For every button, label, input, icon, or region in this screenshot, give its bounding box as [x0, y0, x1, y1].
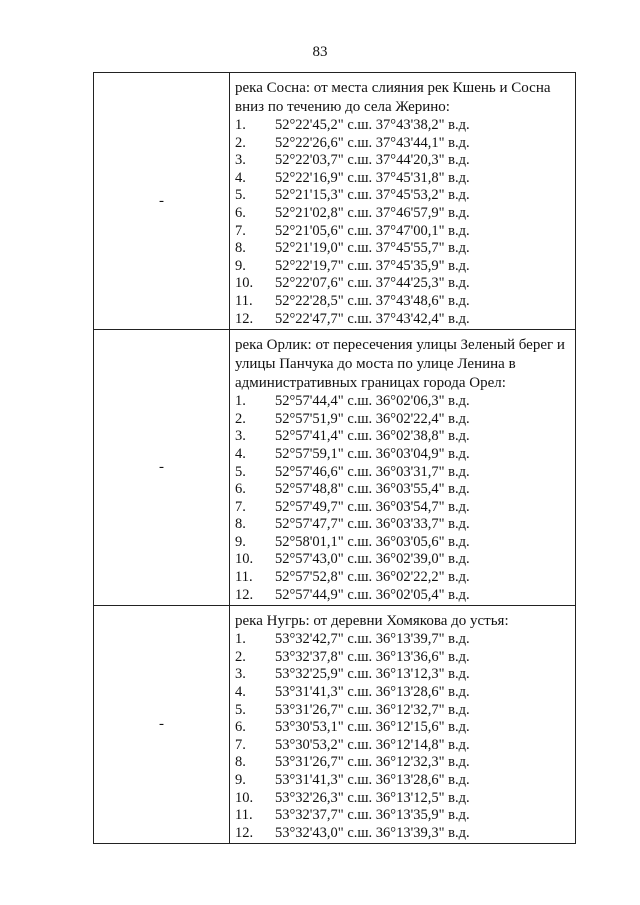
point-number: 5.: [235, 463, 246, 480]
point-coordinates: 53°32'37,7" с.ш. 36°13'35,9" в.д.: [275, 807, 470, 824]
point-number: 2.: [235, 648, 246, 665]
point-coordinates: 52°57'51,9" с.ш. 36°02'22,4" в.д.: [275, 410, 470, 427]
table-row: [94, 606, 576, 844]
list-item: [235, 481, 571, 499]
point-coordinates: 52°57'48,8" с.ш. 36°03'55,4" в.д.: [275, 481, 470, 498]
list-item: [235, 719, 571, 737]
page-number: 83: [312, 44, 328, 60]
list-item: [235, 631, 571, 649]
list-item: [235, 772, 571, 790]
list-item: [235, 737, 571, 755]
list-item: [235, 587, 571, 605]
point-number: 10.: [235, 551, 254, 568]
point-number: 12.: [235, 310, 254, 327]
point-number: 3.: [235, 666, 246, 683]
point-number: 12.: [235, 824, 254, 841]
row-dash-cell: -: [94, 330, 230, 606]
point-number: 1.: [235, 117, 246, 133]
point-coordinates: 52°22'03,7" с.ш. 37°44'20,3" в.д.: [275, 152, 470, 169]
point-coordinates: 53°30'53,2" с.ш. 36°12'14,8" в.д.: [275, 736, 470, 753]
point-number: 10.: [235, 789, 254, 806]
list-item: [235, 240, 571, 258]
row-text-cell: [230, 73, 576, 330]
point-coordinates: 52°57'52,8" с.ш. 36°02'22,2" в.д.: [275, 569, 470, 586]
point-number: 6.: [235, 204, 246, 221]
point-number: 11.: [235, 569, 253, 586]
list-item: [235, 516, 571, 534]
point-coordinates: 52°22'28,5" с.ш. 37°43'48,6" в.д.: [275, 292, 470, 309]
point-coordinates: 52°22'45,2" с.ш. 37°43'38,2" в.д.: [275, 117, 470, 133]
list-item: [235, 393, 571, 411]
list-item: [235, 446, 571, 464]
row-text-cell: [230, 606, 576, 844]
point-coordinates: 52°57'44,4" с.ш. 36°02'06,3" в.д.: [275, 393, 470, 410]
point-coordinates: 52°58'01,1" с.ш. 36°03'05,6" в.д.: [275, 533, 470, 550]
point-coordinates: 52°22'16,9" с.ш. 37°45'31,8" в.д.: [275, 169, 470, 186]
point-coordinates: 52°57'41,4" с.ш. 36°02'38,8" в.д.: [275, 428, 470, 445]
list-item: [235, 411, 571, 429]
point-number: 9.: [235, 257, 246, 274]
point-number: 9.: [235, 772, 246, 788]
point-coordinates: 52°22'19,7" с.ш. 37°45'35,9" в.д.: [275, 257, 470, 274]
list-item: [235, 258, 571, 276]
point-coordinates: 52°57'43,0" с.ш. 36°02'39,0" в.д.: [275, 551, 470, 568]
point-number: 2.: [235, 410, 246, 427]
point-coordinates: 53°32'42,7" с.ш. 36°13'39,7" в.д.: [275, 631, 470, 648]
list-item: [235, 807, 571, 825]
list-item: [235, 428, 571, 446]
point-number: 6.: [235, 481, 246, 498]
point-number: 8.: [235, 240, 246, 257]
list-item: [235, 702, 571, 720]
point-coordinates: 53°31'26,7" с.ш. 36°12'32,7" в.д.: [275, 701, 470, 718]
point-coordinates: 52°21'15,3" с.ш. 37°45'53,2" в.д.: [275, 187, 470, 204]
list-item: [235, 499, 571, 517]
coordinate-list: [235, 117, 571, 328]
point-coordinates: 52°57'59,1" с.ш. 36°03'04,9" в.д.: [275, 445, 470, 462]
point-number: 8.: [235, 516, 246, 533]
point-coordinates: 52°22'26,6" с.ш. 37°43'44,1" в.д.: [275, 134, 470, 151]
point-number: 12.: [235, 586, 254, 603]
point-number: 7.: [235, 222, 246, 239]
point-coordinates: 52°21'02,8" с.ш. 37°46'57,9" в.д.: [275, 204, 470, 221]
list-item: [235, 551, 571, 569]
list-item: [235, 275, 571, 293]
row-text-cell: [230, 330, 576, 606]
point-number: 6.: [235, 719, 246, 736]
row-dash-cell: -: [94, 606, 230, 844]
list-item: [235, 205, 571, 223]
list-item: [235, 534, 571, 552]
point-coordinates: 53°32'37,8" с.ш. 36°13'36,6" в.д.: [275, 648, 470, 665]
river-description: река Сосна: от места слияния рек Кшень и Сосна вниз по течению до села Жерино:: [235, 80, 551, 115]
coordinates-table: [93, 72, 576, 844]
list-item: [235, 754, 571, 772]
table-row: [94, 73, 576, 330]
list-item: [235, 187, 571, 205]
coordinate-list: [235, 631, 571, 842]
point-number: 4.: [235, 169, 246, 186]
list-item: [235, 223, 571, 241]
river-description: река Орлик: от пересечения улицы Зеленый берег и улицы Панчука до моста по улице Ленина в административных границах города Орел:: [235, 337, 565, 392]
row-dash-cell: -: [94, 73, 230, 330]
point-number: 7.: [235, 736, 246, 753]
point-number: 3.: [235, 152, 246, 169]
point-coordinates: 52°57'46,6" с.ш. 36°03'31,7" в.д.: [275, 463, 470, 480]
list-item: [235, 569, 571, 587]
point-number: 9.: [235, 533, 246, 550]
point-number: 1.: [235, 393, 246, 410]
list-item: [235, 117, 571, 135]
point-coordinates: 53°32'43,0" с.ш. 36°13'39,3" в.д.: [275, 824, 470, 841]
list-item: [235, 311, 571, 329]
point-number: 11.: [235, 807, 253, 824]
table-row: [94, 330, 576, 606]
point-number: 4.: [235, 445, 246, 462]
point-coordinates: 53°30'53,1" с.ш. 36°12'15,6" в.д.: [275, 719, 470, 736]
point-number: 4.: [235, 684, 246, 701]
list-item: [235, 649, 571, 667]
point-number: 1.: [235, 631, 246, 648]
point-number: 8.: [235, 754, 246, 771]
list-item: [235, 790, 571, 808]
point-coordinates: 52°22'47,7" с.ш. 37°43'42,4" в.д.: [275, 310, 470, 327]
point-number: 11.: [235, 292, 253, 309]
point-number: 2.: [235, 134, 246, 151]
point-number: 5.: [235, 187, 246, 204]
point-coordinates: 52°21'05,6" с.ш. 37°47'00,1" в.д.: [275, 222, 470, 239]
river-description: река Нугрь: от деревни Хомякова до устья:: [235, 613, 509, 630]
list-item: [235, 152, 571, 170]
point-number: 10.: [235, 275, 254, 292]
list-item: [235, 666, 571, 684]
point-number: 3.: [235, 428, 246, 445]
point-coordinates: 53°32'26,3" с.ш. 36°13'12,5" в.д.: [275, 789, 470, 806]
list-item: [235, 293, 571, 311]
point-coordinates: 52°57'49,7" с.ш. 36°03'54,7" в.д.: [275, 498, 470, 515]
list-item: [235, 170, 571, 188]
point-coordinates: 52°21'19,0" с.ш. 37°45'55,7" в.д.: [275, 240, 470, 257]
list-item: [235, 684, 571, 702]
point-coordinates: 52°57'44,9" с.ш. 36°02'05,4" в.д.: [275, 586, 470, 603]
point-number: 5.: [235, 701, 246, 718]
list-item: [235, 825, 571, 843]
point-coordinates: 52°57'47,7" с.ш. 36°03'33,7" в.д.: [275, 516, 470, 533]
coordinate-list: [235, 393, 571, 604]
point-coordinates: 53°32'25,9" с.ш. 36°13'12,3" в.д.: [275, 666, 470, 683]
point-coordinates: 53°31'41,3" с.ш. 36°13'28,6" в.д.: [275, 772, 470, 788]
list-item: [235, 464, 571, 482]
list-item: [235, 135, 571, 153]
point-number: 7.: [235, 498, 246, 515]
point-coordinates: 53°31'41,3" с.ш. 36°13'28,6" в.д.: [275, 684, 470, 701]
point-coordinates: 53°31'26,7" с.ш. 36°12'32,3" в.д.: [275, 754, 470, 771]
point-coordinates: 52°22'07,6" с.ш. 37°44'25,3" в.д.: [275, 275, 470, 292]
